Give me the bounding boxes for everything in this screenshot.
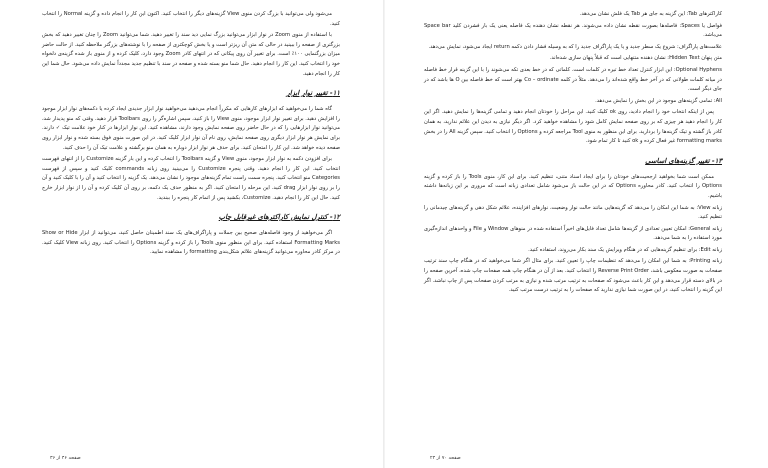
paragraph: برای افزودن دکمه به نوار ابزار موجود، منوی View و گزینه Toolbars را انتخاب کرده و این بار گزینه Customize را از انتهای فهرست انتخاب کنید. این کار را انجام دهید. وقتی پنجره Customize را می‌بینید روی زبانه commands کلیک کنید و سپس از فهرست Categories منو انتخاب کنید. پنجره سمت راست تمام گزینه‌های موجود را نشان می‌دهد. یک گزینه را انتخاب کنید و آن را با کلیک کنید و آن را بر روی نوار ابزار drag کنید. این مرحله را امتحان کنید. اگر به منظور حذف یک دکمه، بر روی آن کلیک کرده و آن را از نوار ابزار خارج کنید. حال این کار را انجام دهید. Customize، بکشید پس از اتمام کار پنجره را ببندید.	[42, 156, 341, 201]
paragraph: گاه شما را می‌خواهید که ابزارهای کارهایی که مکرراً انجام می‌دهید می‌خواهید نوار ابزار جدیدی ایجاد کرده یا دکمه‌های نوار ابزار موجود را افزایش دهید. برای تغییر نوار ابزار موجود، منوی View را باز کنید، سپس اشاره‌گر را روی Toolbars قرار دهید. وقتی که منو پدیدار شد، می‌توانید نوار ابزارهایی را که در حال حاضر روی صفحه نمایش وجود دارند، مشاهده کنید. این نوار ابزارها در کنار خود علامت تیک ✓ دارند. برای نمایش هر نوار ابزار دیگری روی صفحه نمایش، روی نام آن نوار ابزار کلیک کنید. در این صورت منوی فوق بسته شده و نوار ابزار روی صفحه دیده خواهد شد. این کار را امتحان کنید. برای حذف هر نوار ابزار دوباره به همان منو برگشته و علامت تیک آن را حذف کنید.	[42, 106, 340, 151]
paragraph: فواصل یا Spaces: فاصله‌ها بصورت نقطه نشان داده می‌شوند. هر نقطه نشان دهنده یک فاصله یعنی یک بار فشردن کلید Space bar می‌باشد.	[424, 22, 723, 39]
paragraph: All: تمامی گزینه‌های موجود در این بخش را نمایش می‌دهد.	[595, 97, 722, 104]
paragraph: با استفاده از منوی Zoom در نوار ابزار می‌توانید بزرگ نمایی دید سند را تغییر دهید. شما می‌توانید Zoom را چنان تغییر دهید که بخش بزرگتری از صفحه را ببینید در حالی که متن آن ریزتر است و یا بخش کوچکتری از صفحه را با نوشته‌های بزرگتر ملاحظه کنید. از حالت حاضر میزان بزرگنمایی ۱۰۰٪ است. برای تغییر آن روی پیکانی که در انتهای کادر Zoom وجود دارد، کلیک کرده و از منوی باز شده گزینه‌ی دلخواه خود را انتخاب کنید. این کار را انجام دهید. حال شما منو بسته شده و صفحه در سند با تنظیم جدید مجدداً نمایش داده می‌شود. حال شما این کار را انجام دهید.	[42, 32, 340, 77]
paragraph: کاراکترهای Tab: این گزینه به جای هر Tab یک فلش نشان می‌دهد.	[579, 11, 722, 17]
paragraph: متن پنهان Hidden Text: نشان دهنده متنهایی است که قبلاً پنهان سازی شده‌اند.	[549, 55, 722, 62]
right-page	[384, 0, 768, 468]
page-footer: صفحه ۷۰ از ۲۴	[430, 456, 461, 461]
paragraph: Optional Hyphens: این ابزار کنترل تعداد خط تیره در کلمات است. کلماتی که در خط بعدی تکه می‌شوند را با این گزینه قرار خط فاصله در میانه کلمات طولانی که در آخر خط واقع شده‌اند را می‌دهد. مثلاً در کلمه Co – ordinate بهتر است که خط فاصله بین O ها باشد که در جای دیگر است.	[424, 66, 722, 93]
paragraph: ممکن است شما بخواهید ارجحیت‌های خودتان را برای ایجاد اسناد متنی، تنظیم کنید. برای این کار، منوی Tools را باز کرده و گزینه Options را انتخاب کنید. کادر محاوره Options که در این حالت باز می‌شود شامل تعدادی زبانه است که مروری بر این زبانه‌ها داشته باشیم.	[424, 173, 722, 199]
paragraph: اگر می‌خواهید از وجود فاصله‌های صحیح بین جملات و پاراگراف‌های یک سند اطمینان حاصل کنید، می‌توانید از ابزار Show or Hide Formatting Marks استفاده کنید. برای این منظور منوی Tools را باز کرده و گزینه Options را انتخاب کنید. روی زبانه View کلیک کنید. در مرکز کادر محاوره می‌توانید گزینه‌های علائم شکل‌بندی formatting را مشاهده نمایید.	[42, 230, 340, 256]
paragraph: زبانه View: به شما این امکان را می‌دهد که گزینه‌هایی مانند حالت نوار وضعیت، نوارهای افزاینده، علائم شکل دهی و گزینه‌های چیدمانی را تنظیم کنید.	[424, 204, 723, 221]
section-heading: ۱۱- تغییر نوار ابزار	[286, 89, 340, 98]
section-heading: ۱۲- کنترل نمایش کاراکترهای غیرقابل چاپ	[218, 213, 340, 222]
paragraph: زبانه General: امکان تعیین تعدادی از گزینه‌ها شامل تعداد فایل‌های اخیراً استفاده شده در منوهای Window و File و واحدهای اندازه‌گیری مورد استفاده را به شما می‌دهد.	[424, 225, 723, 242]
page-footer: صفحه ۴۶ از ۳۶	[50, 456, 81, 461]
paragraph: زبانه Edit: برای تنظیم گزینه‌هایی که در هنگام ویرایش یک سند بکار می‌روند، استفاده کنید.	[528, 246, 722, 253]
paragraph: علامت‌های پاراگراف: شروع یک سطر جدید و یا یک پاراگراف جدید را که به وسیله فشار دادن دکمه return ایجاد می‌شود، نمایش می‌دهد.	[428, 43, 722, 50]
section-heading: ۱۳- تغییر گزینه‌های اساسی	[645, 156, 722, 165]
paragraph: پس از اینکه انتخاب خود را انجام دادید، روی ok کلیک کنید. این مراحل را خودتان انجام دهید و تمامی گزینه‌ها را نمایش دهید. اگر این کار را انجام دهید هر چیزی که بر روی صفحه نمایش کامل شود را مشاهده خواهید کرد. اگر دیگر نیازی به دیدن این علائم ندارید، به همان کادر باز گشته و تیک گزینه‌ها را بردارید. برای این منظور به منوی Tool مراجعه کرده و Options را انتخاب کنید. سپس گزینه All را در بخش formatting marks غیر فعال کرده و ok کنید تا کار تمام شود.	[424, 109, 722, 145]
paragraph: زبانه Printing: به شما این امکان را می‌دهد که تنظیمات چاپ را تعیین کنید. برای مثال اگر شما می‌خواهید که در هنگام چاپ سند ترتیب صفحات به صورت معکوس باشد، Reverse Print Order را انتخاب کنید. بعد از آن در هنگام چاپ همه صفحات چاپ شده، آخرین صفحه را در بالای دسته قرار می‌دهد و این کار باعث می‌شود که صفحات به ترتیب مرتب شده و نیازی به مرتب کردن صفحات پس از چاپ نباشد. اگر این گزینه را انتخاب کنید، در این صورت شما نیازی ندارید که صفحات را به ترتیب درست مرتب کنید.	[424, 258, 722, 294]
paragraph: می‌شود ولی می‌توانید با بزرگ کردن منوی View گزینه‌های دیگر را انتخاب کنید. اکنون این کار را انجام داده و گزینه Normal را انتخاب کنید.	[42, 11, 340, 27]
